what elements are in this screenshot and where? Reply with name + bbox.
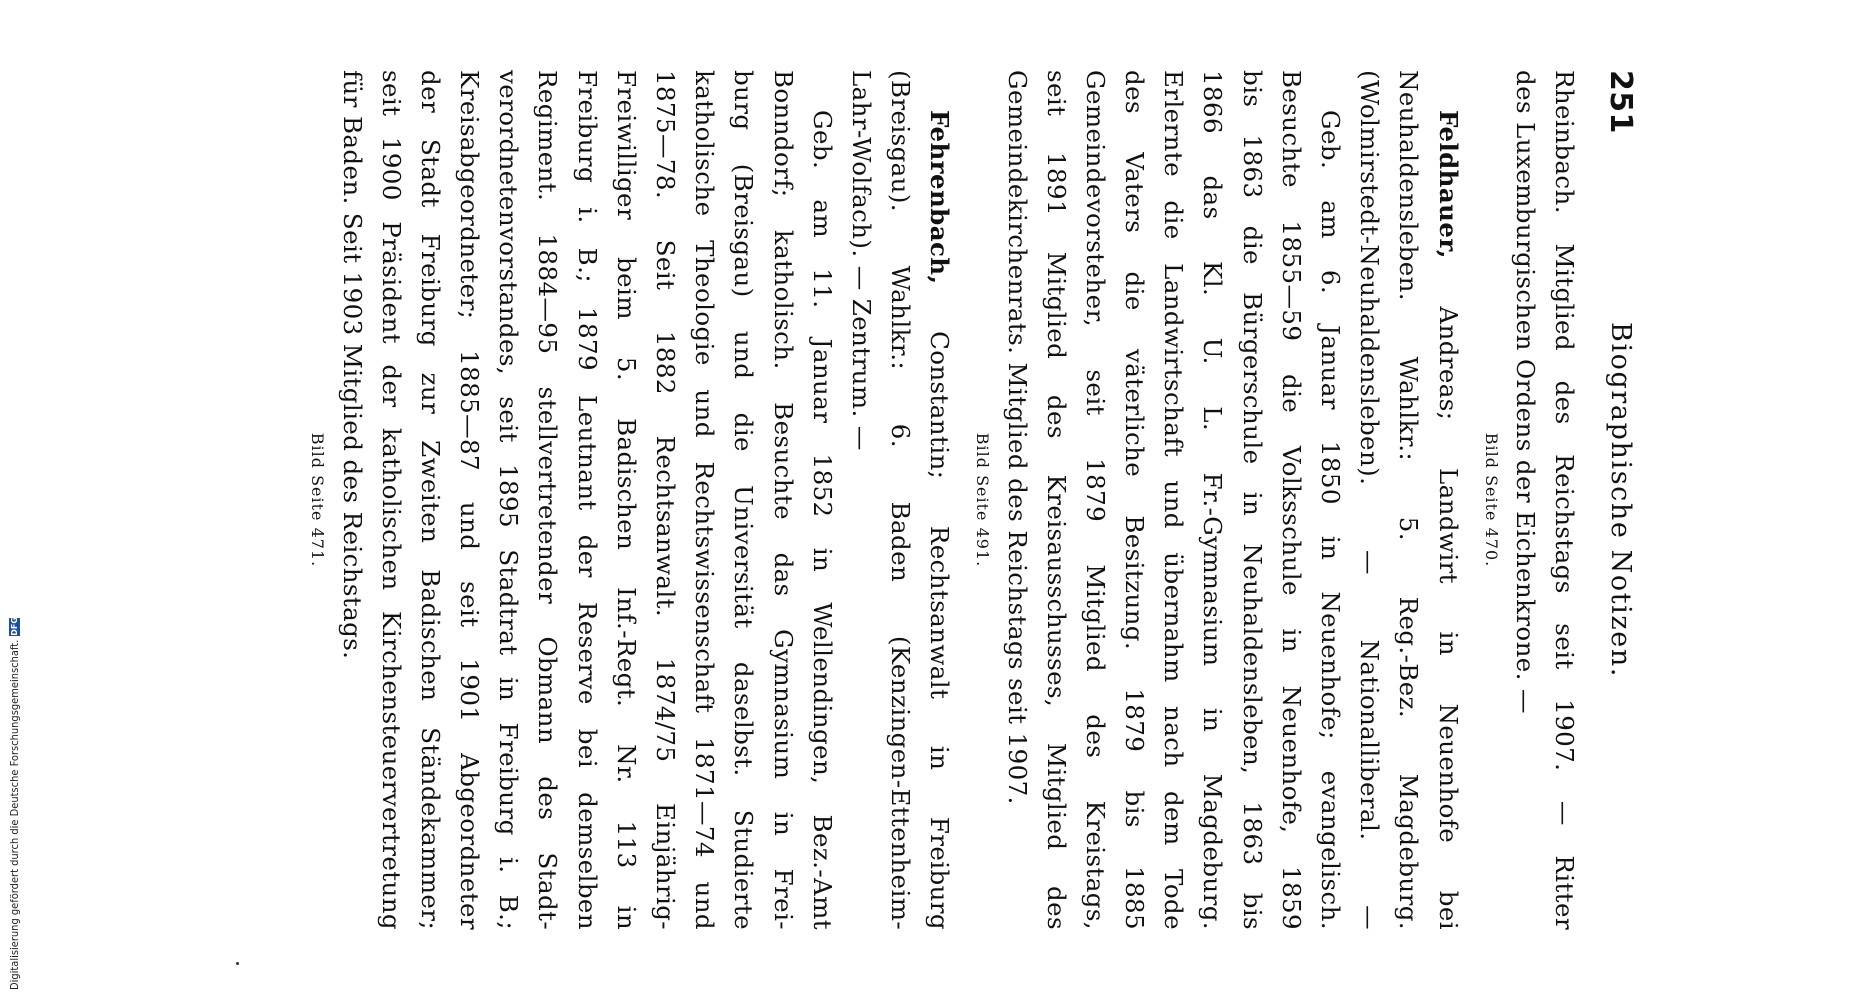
dfg-logo-icon: DFG xyxy=(10,617,19,636)
text-line: 1866 das Kl. U. L. Fr.-Gymnasium in Magdeburg. xyxy=(1198,70,1228,930)
text-line: für Baden. Seit 1903 Mitglied des Reichstags. xyxy=(337,70,367,660)
text-line: verordnetenvorstandes, seit 1895 Stadtrat in Freiburg i. B.; xyxy=(494,70,524,930)
text-line: des Luxemburgischen Ordens der Eichenkrone. — xyxy=(1510,70,1540,714)
entry-continuation xyxy=(1476,70,1584,930)
scan-speck xyxy=(236,962,239,965)
book-page xyxy=(220,70,1640,930)
image-reference: Bild Seite 471. xyxy=(308,432,328,568)
text-line: Gemeindevorsteher, seit 1879 Mitglied des Kreistags, xyxy=(1080,70,1110,930)
text-line: seit 1900 Präsident der katholischen Kirchensteuervertretung xyxy=(376,70,406,930)
text-line: Andreas; Landwirt in Neuenhofe bei xyxy=(1433,306,1463,930)
text-line: (Wolmirstedt-Neuhaldensleben). — Nationalliberal. — xyxy=(1355,70,1385,930)
image-reference: Bild Seite 491. xyxy=(973,432,993,568)
text-line: Freiwilliger beim 5. Badischen Inf.-Regt. Nr. 113 in xyxy=(611,70,641,930)
image-reference: Bild Seite 470. xyxy=(1481,432,1501,568)
text-line: bis 1863 die Bürgerschule in Neuhaldensleben, 1863 bis xyxy=(1237,70,1267,930)
text-line: der Stadt Freiburg zur Zweiten Badischen Ständekammer; xyxy=(415,70,445,930)
text-line: katholische Theologie und Rechtswissenschaft 1871—74 und xyxy=(690,70,720,930)
text-line: burg (Breisgau) und die Universität daselbst. Studierte xyxy=(729,70,759,930)
text-line: Neuhaldensleben. Wahlkr.: 5. Reg.-Bez. Magdeburg. xyxy=(1394,70,1424,930)
text-line: 1875—78. Seit 1882 Rechtsanwalt. 1874/75 Einjährig- xyxy=(651,70,681,930)
text-line: Gemeindekirchenrats. Mitglied des Reichstags seit 1907. xyxy=(1002,70,1032,805)
text-line: Geb. am 11. Januar 1852 in Wellendingen, Bez.-Amt xyxy=(807,110,837,930)
digitization-text: Digitalisierung gefördert durch die Deutsche Forschungsgemeinschaft. xyxy=(8,639,21,990)
entry-name: Fehrenbach, xyxy=(925,110,955,285)
text-line: Bonndorf; katholisch. Besuchte das Gymnasium in Frei- xyxy=(768,70,798,930)
entry-name: Feldhauer, xyxy=(1433,110,1463,259)
text-line: Kreisabgeordneter; 1885—87 und seit 1901 Abgeordneter xyxy=(455,70,485,930)
running-title: Biographische Notizen. xyxy=(1605,322,1636,678)
entry-feldhauer xyxy=(967,70,1467,930)
text-line: Lahr-Wolfach). — Zentrum. — xyxy=(847,70,876,451)
entry-first-line xyxy=(1428,70,1467,930)
text-line: Erlernte die Landwirtschaft und übernahm nach dem Tode xyxy=(1159,70,1189,930)
digitization-note xyxy=(8,618,21,1000)
page-number: 251 xyxy=(1603,70,1638,134)
text-line: (Breisgau). Wahlkr.: 6. Baden (Kenzingen-Ettenheim- xyxy=(886,70,916,930)
text-line: Freiburg i. B.; 1879 Leutnant der Reserve bei demselben xyxy=(572,70,602,930)
text-line: Rheinbach. Mitglied des Reichstags seit 1907. — Ritter xyxy=(1550,70,1579,930)
page-header xyxy=(1584,70,1640,930)
text-line: Regiment. 1884—95 stellvertretender Obmann des Stadt- xyxy=(533,70,563,930)
text-line: Constantin; Rechtsanwalt in Freiburg xyxy=(925,331,955,930)
entry-fehrenbach xyxy=(302,70,959,930)
text-line: Besuchte 1855—59 die Volksschule in Neuenhofe, 1859 xyxy=(1276,70,1306,930)
text-line: Geb. am 6. Januar 1850 in Neuenhofe; evangelisch. xyxy=(1316,110,1346,930)
text-line: seit 1891 Mitglied des Kreisausschusses, Mitglied des xyxy=(1041,70,1071,930)
entry-first-line xyxy=(920,70,959,930)
text-line: des Vaters die väterliche Besitzung. 1879 bis 1885 xyxy=(1120,70,1150,930)
